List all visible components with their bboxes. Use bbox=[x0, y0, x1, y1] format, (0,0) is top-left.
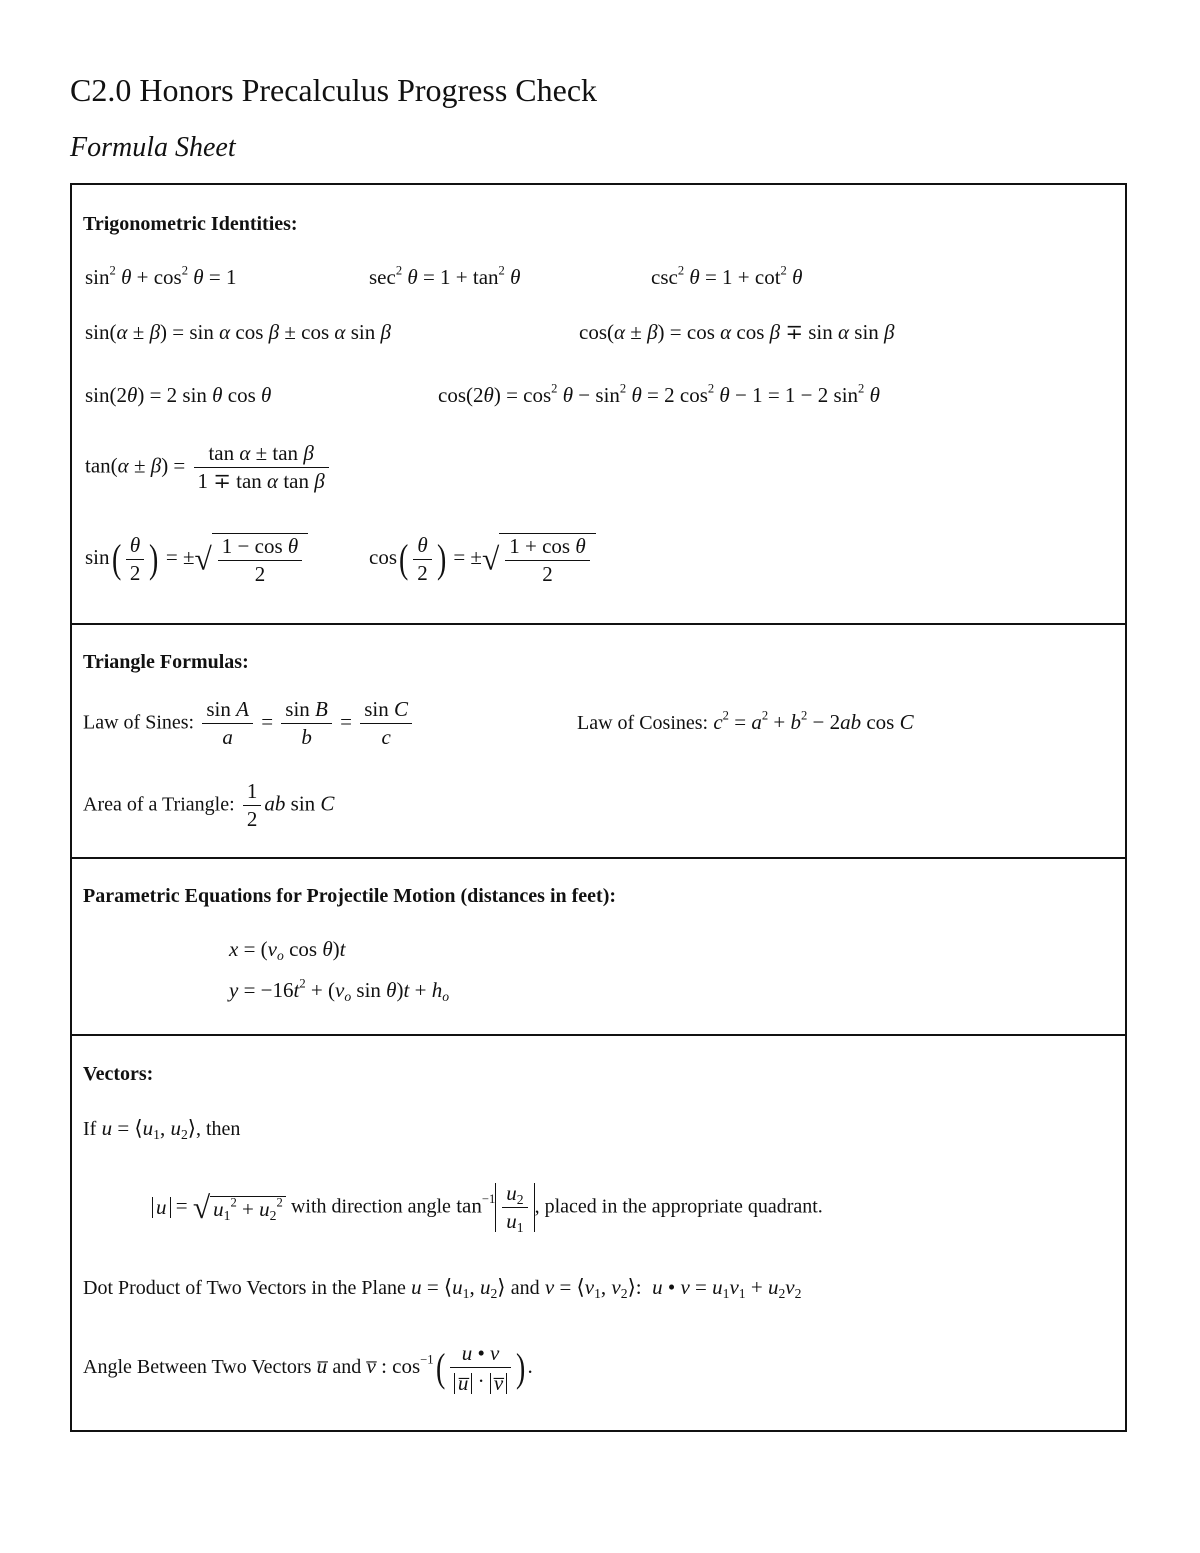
triangle-area-label: Area of a Triangle: bbox=[83, 793, 235, 816]
double-angle-sine: sin(2θ) = 2 sin θ cos θ bbox=[85, 383, 272, 407]
angle-between-vectors: Angle Between Two Vectors u̅ and v̅ : $\cos^{-1}$( $\frac{u • v}{u̅ \cdot v̅}$ ). bbox=[83, 1341, 533, 1395]
half-angle-sine: sin( $\frac{\theta}{2}$ ) = ±√ $\frac{\text{1 − cos θ}}{2}$ bbox=[85, 533, 308, 585]
then-label: , then bbox=[195, 1118, 241, 1140]
sine-sum-formula: sin(α ± β) = sin α cos β ± cos α sin β bbox=[85, 320, 391, 344]
quadrant-label: , placed in the appropriate quadrant. bbox=[534, 1195, 823, 1218]
section-divider bbox=[72, 1034, 1125, 1036]
section-divider bbox=[72, 623, 1125, 625]
dot-and-label: and bbox=[510, 1277, 540, 1299]
parametric-x-equation: $x = (v_o$ cos θ)t bbox=[229, 937, 346, 964]
trig-heading: Trigonometric Identities: bbox=[83, 213, 298, 235]
triangle-heading: Triangle Formulas: bbox=[83, 651, 249, 673]
pythagorean-identity-1: $\sin^2 \theta + \cos^2 \theta = 1$ bbox=[85, 263, 237, 289]
dot-product-label: Dot Product of Two Vectors in the Plane bbox=[83, 1277, 406, 1299]
vector-definition: If $u = ⟨u_1$, $u_2⟩$, then bbox=[83, 1116, 241, 1143]
page-subtitle: Formula Sheet bbox=[70, 132, 236, 163]
dot-product: Dot Product of Two Vectors in the Plane $u = ⟨u_1$, $u_2⟩$ and $v = ⟨v_1$, $v_2⟩$: u • $v = u_1v_1 + u_2v_2$ bbox=[83, 1275, 802, 1302]
angle-and-label: and bbox=[332, 1356, 362, 1379]
section-divider bbox=[72, 857, 1125, 859]
law-of-cosines: Law of Cosines: $c^2 = a^2 + b^2 - 2ab$ cos C bbox=[577, 708, 914, 734]
tangent-sum-formula: tan(α ± β) = $\frac{\text{tan α ± tan β}}{\text{1 ∓ tan α tan β}}$ bbox=[85, 443, 332, 492]
law-of-cosines-label: Law of Cosines: bbox=[577, 712, 709, 734]
page-title: C2.0 Honors Precalculus Progress Check bbox=[70, 72, 598, 108]
formula-sheet bbox=[70, 183, 1127, 1432]
triangle-area: Area of a Triangle: $\frac{1}{2}$ ab sin C bbox=[83, 779, 335, 831]
vector-magnitude: u = √ $u_1^2 + u_2^2$ with direction angle $\tan^{-1}$ $\frac{u_2}{u_1}$ , placed in the appropriate quadrant. bbox=[152, 1183, 823, 1232]
direction-label: with direction angle bbox=[290, 1195, 451, 1218]
half-angle-cosine: cos( $\frac{\theta}{2}$ ) = ±√ $\frac{\text{1 + cos θ}}{2}$ bbox=[369, 533, 596, 585]
pythagorean-identity-2: $\sec^2 \theta = 1 + \tan^2 \theta$ bbox=[369, 263, 521, 289]
if-label: If bbox=[83, 1118, 97, 1140]
vectors-heading: Vectors: bbox=[83, 1063, 154, 1085]
parametric-y-equation: $y = -16t^2 + (v_o$ $\sin \theta)t + h_o$ bbox=[229, 976, 450, 1005]
law-of-sines: Law of Sines: $\frac{\text{sin A}}{a}$ = $\frac{\text{sin B}}{b}$ = $\frac{\text{sin C}}{c}$ bbox=[83, 699, 415, 748]
pythagorean-identity-3: $\csc^2 \theta = 1 + \cot^2 \theta$ bbox=[651, 263, 803, 289]
cosine-sum-formula: cos(α ± β) = cos α cos β ∓ sin α sin β bbox=[579, 320, 895, 344]
parametric-heading: Parametric Equations for Projectile Motion (distances in feet): bbox=[83, 885, 617, 907]
law-of-sines-label: Law of Sines: bbox=[83, 711, 195, 734]
double-angle-cosine: $\cos(2\theta) = \cos^2 \theta - \sin^2 \theta = 2$ $\cos^2 \theta - 1 = 1 - 2$ $\sin^2 \theta$ bbox=[438, 381, 880, 407]
angle-between-label: Angle Between Two Vectors bbox=[83, 1356, 312, 1379]
